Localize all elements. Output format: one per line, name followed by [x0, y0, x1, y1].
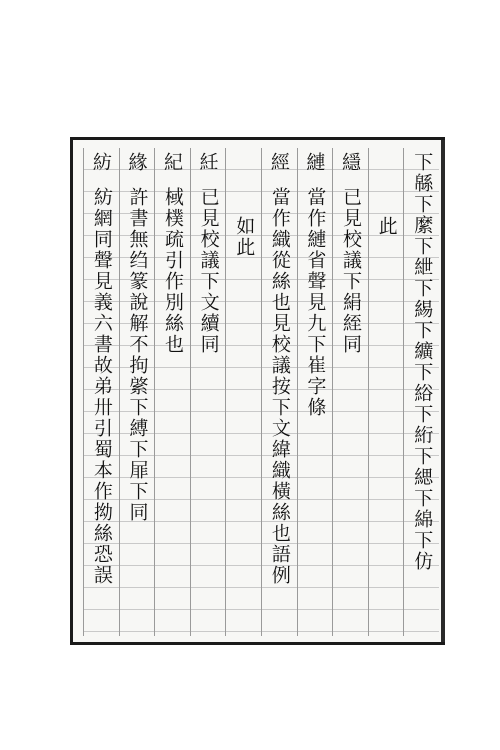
- text-column-8: [154, 148, 190, 636]
- entry-head: 緣: [125, 152, 148, 173]
- column-text: 如此: [233, 216, 256, 258]
- text-column-10: [83, 148, 119, 636]
- text-column-7: [190, 148, 226, 636]
- column-text: 下緜下縻下紲下緆下纊下綌下絎下緦下綿下仿: [411, 152, 434, 572]
- column-text: 紡網同聲見義六書故弟卅引蜀本作拗絲恐誤: [90, 187, 113, 586]
- column-text: 已見校議下文續同: [197, 187, 220, 355]
- column-text: 當作織從絲也見校議按下文緯織橫絲也語例: [268, 187, 291, 586]
- column-text: 當作縺省聲見九下崔字條: [304, 187, 327, 418]
- entry-head: 縺: [303, 152, 326, 173]
- page-edge: [441, 140, 445, 642]
- text-column-4: [297, 148, 333, 636]
- entry-head: 經: [267, 152, 290, 173]
- column-text: 已見校議下絹絰同: [340, 187, 363, 355]
- entry-head: 紡: [89, 152, 112, 173]
- text-columns: [83, 148, 439, 636]
- entry-head: 紀: [161, 152, 184, 173]
- column-text: 許書無绉篆說解不拘綮下縛下屝下同: [126, 187, 149, 523]
- text-column-2: [368, 148, 404, 636]
- text-column-5: [261, 148, 297, 636]
- text-column-1: [403, 148, 439, 636]
- column-text: 此: [375, 216, 398, 237]
- text-page: [70, 137, 445, 645]
- column-text: 棫樸疏引作別絲也: [162, 187, 185, 355]
- text-column-6: [225, 148, 261, 636]
- text-column-9: [119, 148, 155, 636]
- entry-head: 䌥: [339, 152, 362, 173]
- entry-head: 紝: [196, 152, 219, 173]
- text-column-3: [332, 148, 368, 636]
